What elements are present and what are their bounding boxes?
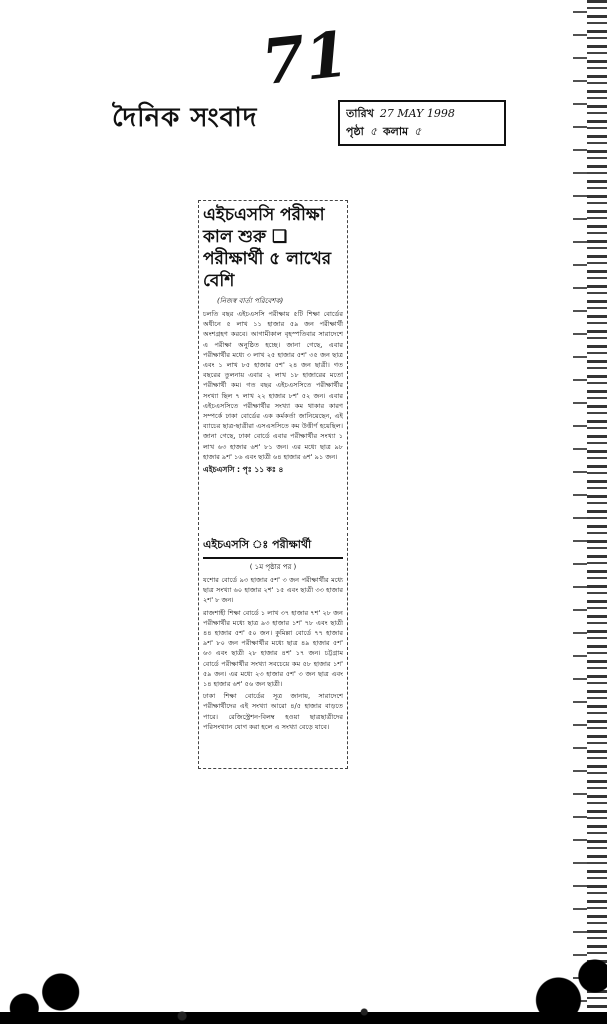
page-column-row: [346, 123, 498, 141]
handwritten-page-number: 71: [258, 17, 352, 99]
continuation-paragraph: রাজশাহী শিক্ষা বোর্ডে ১ লাখ ৩৭ হাজার ৭শ' ২৮ জন পরীক্ষার্থীর মধ্যে ছাত্র ৯৩ হাজার ১শ' ৭৮ এবং ছাত্রী ৪৪ হাজার ৫শ' ৫০ জন। কুমিল্লা বোর্ডে ৭৭ হাজার ৯শ' ৮০ জন পরীক্ষার্থীর মধ্যে ছাত্র ৪৯ হাজার ৫শ' ৬৩ এবং ছাত্রী ২৮ হাজার ৪শ' ১৭ জন। চট্টগ্রাম বোর্ডে পরীক্ষার্থীর সংখ্যা সবচেয়ে কম ৫৮ হাজার ১শ' ৫৯ জন। এর মধ্যে ২৩ হাজার ৫শ' ৩ জন ছাত্র এবং ১৪ হাজার ৬শ' ৫৬ জন ছাত্রী।: [203, 608, 343, 689]
page-label: পৃষ্ঠা: [346, 125, 364, 138]
article-byline: (নিজস্ব বার্তা পরিবেশক): [217, 297, 284, 305]
page-value: ৫: [369, 125, 377, 138]
continuation-body: [203, 575, 343, 732]
date-stamp-box: [338, 100, 506, 146]
article-body: চলতি বছর এইচএসসি পরীক্ষায় ৫টি শিক্ষা বোর্ডের অধীনে ৫ লাখ ১১ হাজার ৫৯ জন পরীক্ষার্থী অংশগ্রহণ করবে। আগামীকাল বৃহস্পতিবার সারাদেশে এ পরীক্ষা অনুষ্ঠিত হচ্ছে। জানা গেছে, এবার পরীক্ষার্থীর মধ্যে ৩ লাখ ২৫ হাজার ৫শ' ৩৫ জন ছাত্র এবং ১ লাখ ৮৫ হাজার ৫শ' ২৪ জন ছাত্রী। গত বছরের তুলনায় এবার ২ লাখ ১৮ হাজারের মতো পরীক্ষার্থী কম। গত বছর এইচএসসিতে পরীক্ষার্থীর সংখ্যা ছিল ৭ লাখ ২২ হাজার ৮শ' ৫২ জন। এবার এইচএসসিতে পরীক্ষার্থীর সংখ্যা কম থাকার কারণ সম্পর্কে ঢাকা বোর্ডের এক কর্মকর্তা জানিয়েছেন, এই ব্যাচের ছাত্র-ছাত্রীরা এসএসসিতে কম উত্তীর্ণ হয়েছিল। জানা গেছে, ঢাকা বোর্ডে এবার পরীক্ষার্থীর সংখ্যা ১ লাখ ৬৩ হাজার ৬শ' ৮১ জন। এর মধ্যে ছাত্র ৯৮ হাজার ৯শ' ১৬ এবং ছাত্রী ৬৪ হাজার ৬শ' ৯১ জন।: [203, 310, 343, 461]
article-clipping: [198, 200, 348, 530]
article-jump-line: এইচএসসি : পৃঃ ১১ কঃ ৪: [203, 465, 284, 475]
continuation-subhead: এইচএসসি ঃ পরীক্ষার্থী: [203, 536, 343, 559]
continuation-paragraph: ঢাকা শিক্ষা বোর্ডের সূত্র জানায়, সারাদেশে পরীক্ষার্থীদের এই সংখ্যা আরো ৪/৫ হাজার বাড়তে পারে। রেজিস্ট্রেশন-বিলম্ব হওয়া ছাত্রছাত্রীদের পরিসংখ্যান যোগ করা হলে এ সংখ্যা বেড়ে যাবে।: [203, 692, 343, 731]
column-label: কলাম: [382, 125, 409, 138]
continuation-paragraph: যশোর বোর্ডে ৯৩ হাজার ৫শ' ৩ জন পরীক্ষার্থীর মধ্যে ছাত্র সংখ্যা ৬০ হাজার ২শ' ১৫ এবং ছাত্রী ৩৩ হাজার ২শ' ৮ জন।: [203, 576, 343, 605]
newspaper-masthead: দৈনিক সংবাদ: [112, 103, 258, 133]
continuation-clipping: [198, 533, 348, 769]
article-headline: এইচএসসি পরীক্ষা কাল শুরু ❑ পরীক্ষার্থী ৫ লাখের বেশি: [203, 205, 332, 291]
date-row: [346, 105, 498, 123]
scan-bottom-noise: [0, 944, 607, 1024]
date-value: 27 MAY 1998: [379, 107, 455, 120]
continuation-from-page: ( ১ম পৃষ্ঠার পর ): [249, 563, 297, 571]
column-value: ৫: [414, 125, 422, 138]
date-label: তারিখ: [346, 107, 374, 120]
scan-edge-noise: [573, 0, 607, 1024]
